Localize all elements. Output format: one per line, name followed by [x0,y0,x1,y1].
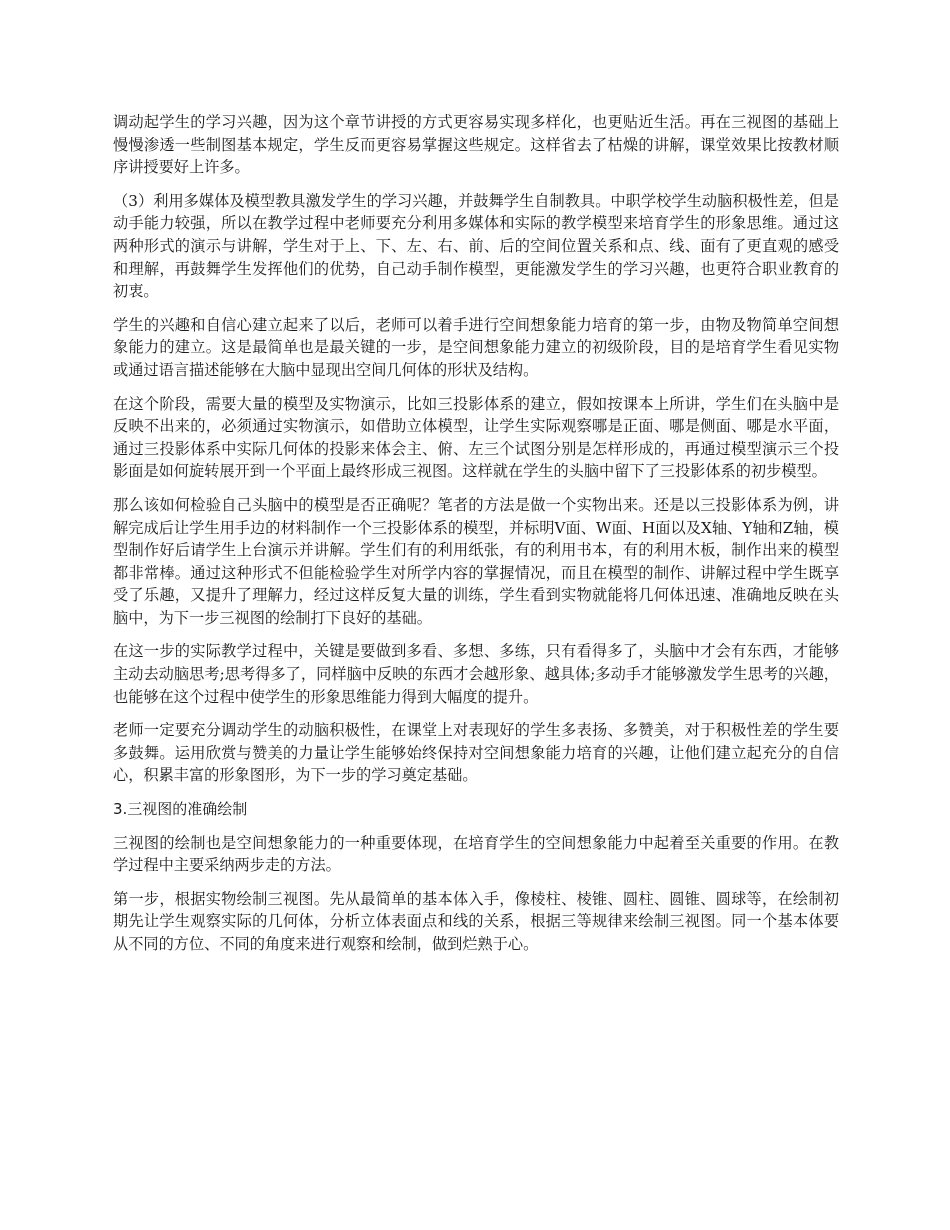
paragraph: 学生的兴趣和自信心建立起来了以后，老师可以着手进行空间想象能力培育的第一步，由物及物简单空间想象能力的建立。这是最简单也是最关键的一步，是空间想象能力建立的初级阶段，目的是培育学生看见实物或通过语言描述能够在大脑中显现出空间几何体的形状及结构。 [113,315,839,379]
paragraph: 调动起学生的学习兴趣，因为这个章节讲授的方式更容易实现多样化，也更贴近生活。再在三视图的基础上慢慢渗透一些制图基本规定，学生反而更容易掌握这些规定。这样省去了枯燥的讲解，课堂效果比按教材顺序讲授要好上许多。 [113,113,839,177]
paragraph: 在这一步的实际教学过程中，关键是要做到多看、多想、多练，只有看得多了，头脑中才会有东西，才能够主动去动脑思考;思考得多了，同样脑中反映的东西才会越形象、越具体;多动手才能够激发学生思考的兴趣，也能够在这个过程中使学生的形象思维能力得到大幅度的提升。 [113,642,839,706]
paragraph: 在这个阶段，需要大量的模型及实物演示，比如三投影体系的建立，假如按课本上所讲，学生们在头脑中是反映不出来的，必须通过实物演示，如借助立体模型，让学生实际观察哪是正面、哪是侧面、哪是水平面，通过三投影体系中实际几何体的投影来体会主、俯、左三个试图分别是怎样形成的，再通过模型演示三个投影面是如何旋转展开到一个平面上最终形成三视图。这样就在学生的头脑中留下了三投影体系的初步模型。 [113,394,839,481]
paragraph: 老师一定要充分调动学生的动脑积极性，在课堂上对表现好的学生多表扬、多赞美，对于积极性差的学生要多鼓舞。运用欣赏与赞美的力量让学生能够始终保持对空间想象能力培育的兴趣，让他们建立起充分的自信心，积累丰富的形象图形，为下一步的学习奠定基础。 [113,721,839,785]
section-heading: 3.三视图的准确绘制 [113,800,248,819]
paragraph: 第一步，根据实物绘制三视图。先从最简单的基本体入手，像棱柱、棱锥、圆柱、圆锥、圆球等，在绘制初期先让学生观察实际的几何体，分析立体表面点和线的关系，根据三等规律来绘制三视图。同一个基本体要从不同的方位、不同的角度来进行观察和绘制，做到烂熟于心。 [113,889,839,953]
document-body [113,111,839,967]
paragraph: 那么该如何检验自己头脑中的模型是否正确呢？笔者的方法是做一个实物出来。还是以三投影体系为例，讲解完成后让学生用手边的材料制作一个三投影体系的模型，并标明V面、W面、H面以及X轴、Y轴和Z轴，模型制作好后请学生上台演示并讲解。学生们有的利用纸张，有的利用书本，有的利用木板，制作出来的模型都非常棒。通过这种形式不但能检验学生对所学内容的掌握情况，而且在模型的制作、讲解过程中学生既享受了乐趣，又提升了理解力，经过这样反复大量的训练，学生看到实物就能将几何体迅速、准确地反映在头脑中，为下一步三视图的绘制打下良好的基础。 [113,495,839,627]
paragraph: （3）利用多媒体及模型教具激发学生的学习兴趣，并鼓舞学生自制教具。中职学校学生动脑积极性差，但是动手能力较强，所以在教学过程中老师要充分利用多媒体和实际的教学模型来培育学生的形象思维。通过这两种形式的演示与讲解，学生对于上、下、左、右、前、后的空间位置关系和点、线、面有了更直观的感受和理解，再鼓舞学生发挥他们的优势，自己动手制作模型，更能激发学生的学习兴趣，也更符合职业教育的初衷。 [113,191,839,301]
paragraph: 三视图的绘制也是空间想象能力的一种重要体现，在培育学生的空间想象能力中起着至关重要的作用。在教学过程中主要采纳两步走的方法。 [113,833,839,875]
